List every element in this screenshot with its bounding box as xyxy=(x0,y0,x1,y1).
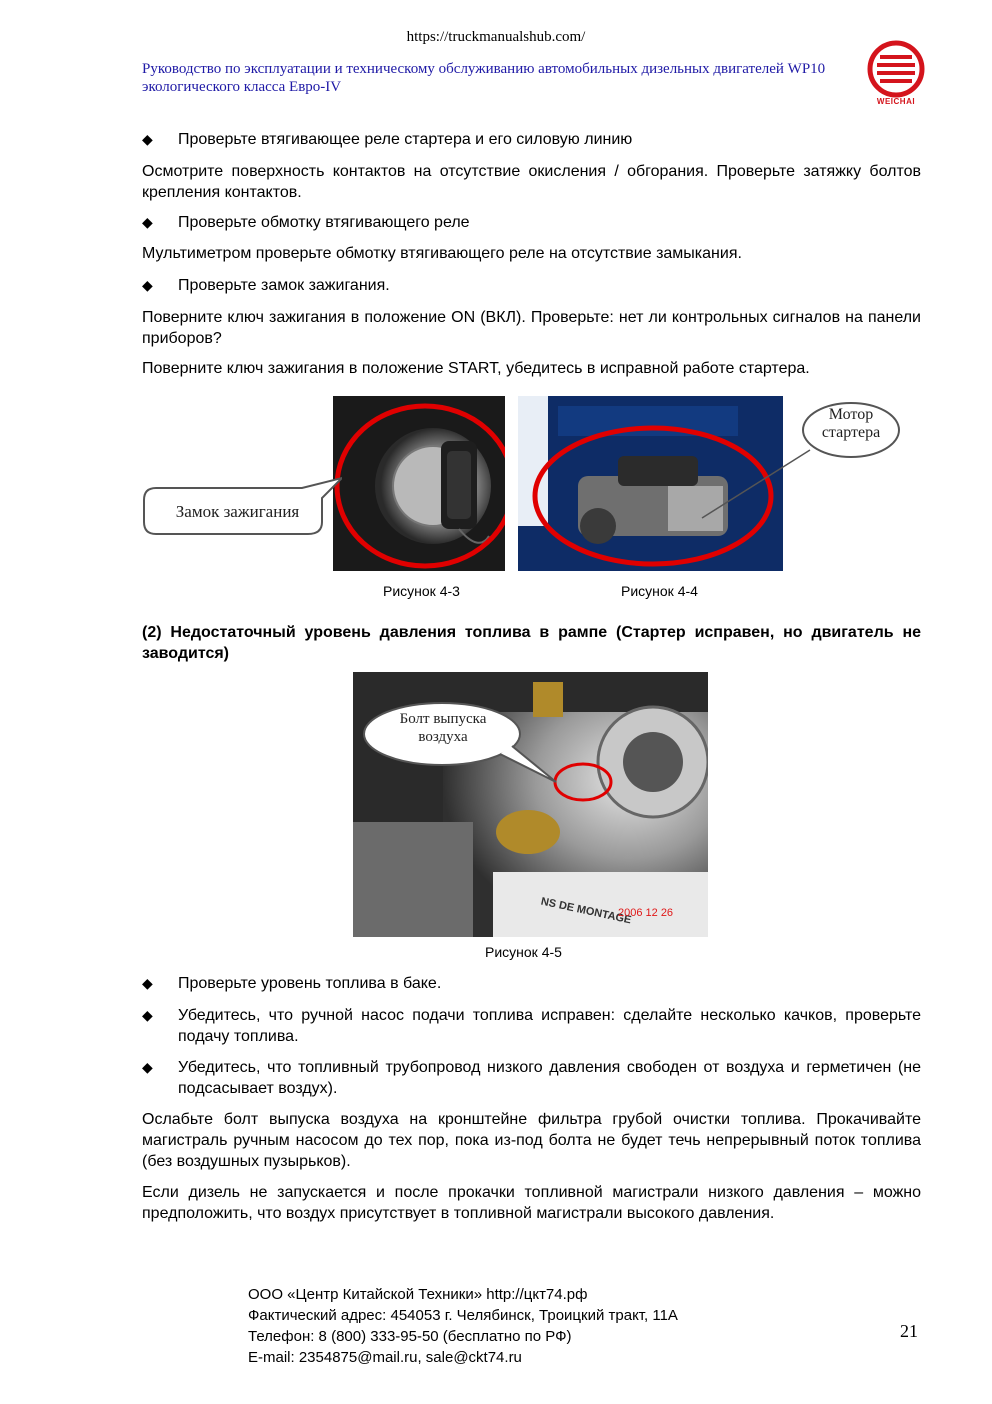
paragraph: Поверните ключ зажигания в положение ON (ВКЛ). Проверьте: нет ли контрольных сигналов на панели приборов? xyxy=(142,309,921,347)
filter-label-text: NS DE MONTAGE xyxy=(539,895,633,927)
paragraph: Если дизель не запускается и после прокачки топливной магистрали низкого давления – можно предположить, что воздух присутствует в топливной магистрали высокого давления. xyxy=(142,1184,921,1222)
bullet-text: Проверьте обмотку втягивающего реле xyxy=(178,214,470,231)
air-bleed-label-line2: воздуха xyxy=(418,729,468,745)
source-url[interactable]: https://truckmanualshub.com/ xyxy=(406,29,586,45)
footer-email: E-mail: 2354875@mail.ru, sale@ckt74.ru xyxy=(248,1349,522,1366)
diamond-bullet-icon: ◆ xyxy=(142,214,153,230)
diamond-bullet-icon: ◆ xyxy=(142,1007,153,1023)
bullet-text: Проверьте втягивающее реле стартера и его силовую линию xyxy=(178,131,633,148)
photo-date-stamp: 2006 12 26 xyxy=(618,907,674,919)
bullet-item xyxy=(142,1057,921,1099)
bullet-item xyxy=(142,275,921,296)
bullet-text: Проверьте уровень топлива в баке. xyxy=(178,975,442,992)
footer-address: Фактический адрес: 454053 г. Челябинск, Троицкий тракт, 11А xyxy=(248,1307,678,1324)
paragraph: Осмотрите поверхность контактов на отсутствие окисления / обгорания. Проверьте затяжку болтов крепления контактов. xyxy=(142,163,921,201)
figure-caption: Рисунок 4-3 xyxy=(383,583,460,599)
air-bleed-label xyxy=(372,710,514,746)
bullet-item xyxy=(142,129,921,150)
starter-motor-label xyxy=(806,406,896,442)
bullet-item xyxy=(142,212,921,233)
figure-caption: Рисунок 4-5 xyxy=(485,944,562,960)
diamond-bullet-icon: ◆ xyxy=(142,277,153,293)
footer-phone: Телефон: 8 (800) 333-95-50 (бесплатно по РФ) xyxy=(248,1328,572,1345)
page-number: 21 xyxy=(900,1321,918,1341)
bullet-text: Убедитесь, что ручной насос подачи топлива исправен: сделайте несколько качков, проверьте подачу топлива. xyxy=(178,1007,921,1045)
starter-motor-label-line2: стартера xyxy=(821,424,881,441)
document-title: Руководство по эксплуатации и техническому обслуживанию автомобильных дизельных двигателей WP10 экологического класса Евро-IV xyxy=(142,61,826,95)
air-bleed-label-line1: Болт выпуска xyxy=(399,711,487,727)
bullet-text: Проверьте замок зажигания. xyxy=(178,277,390,294)
ignition-lock-label: Замок зажигания xyxy=(175,502,300,521)
section-heading: (2) Недостаточный уровень давления топлива в рампе (Стартер исправен, но двигатель не заводится) xyxy=(142,624,921,662)
figure-caption: Рисунок 4-4 xyxy=(621,583,698,599)
weichai-logo-icon xyxy=(866,40,926,104)
diamond-bullet-icon: ◆ xyxy=(142,131,153,147)
bullet-text: Убедитесь, что топливный трубопровод низкого давления свободен от воздуха и герметичен (не подсасывает воздух). xyxy=(178,1059,921,1097)
starter-motor-label-line1: Мотор xyxy=(828,406,874,423)
paragraph: Мультиметром проверьте обмотку втягивающего реле на отсутствие замыкания. xyxy=(142,245,742,262)
diamond-bullet-icon: ◆ xyxy=(142,975,153,991)
paragraph: Ослабьте болт выпуска воздуха на кронштейне фильтра грубой очистки топлива. Прокачивайте магистраль ручным насосом до тех пор, пока из-под болта не будет течь непрерывный поток топлива (без воздушных пузырьков). xyxy=(142,1111,921,1170)
logo-text: WEICHAI xyxy=(876,97,916,106)
footer-company: ООО «Центр Китайской Техники» http://цкт74.рф xyxy=(248,1286,588,1303)
ignition-lock-photo xyxy=(333,396,505,571)
bullet-item xyxy=(142,1005,921,1047)
footer-contacts xyxy=(248,1284,678,1368)
diamond-bullet-icon: ◆ xyxy=(142,1059,153,1075)
paragraph: Поверните ключ зажигания в положение START, убедитесь в исправной работе стартера. xyxy=(142,360,810,377)
bullet-item xyxy=(142,973,921,994)
